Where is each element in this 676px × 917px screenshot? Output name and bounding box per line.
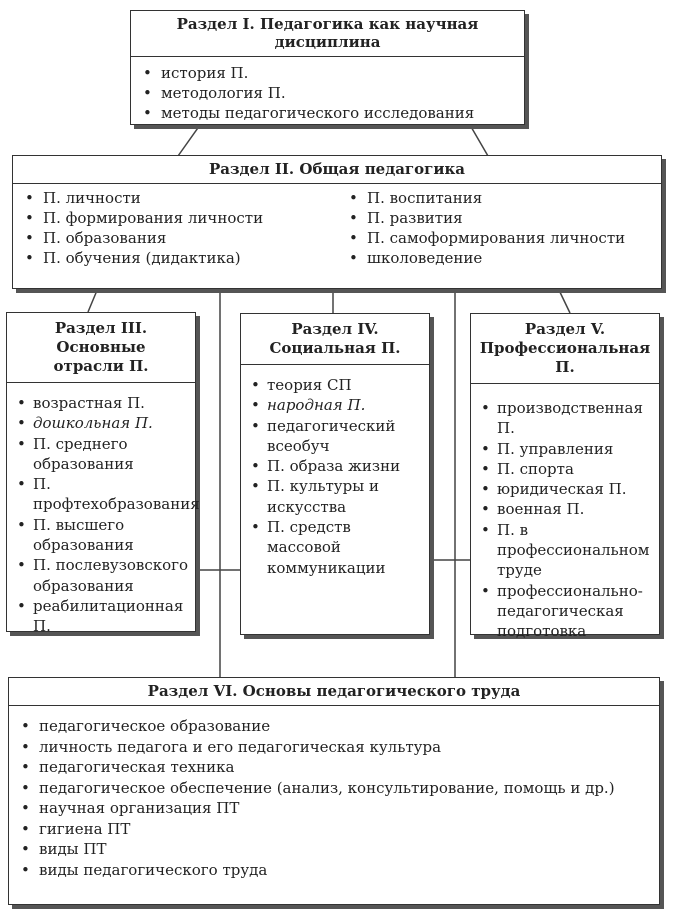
list-item: • П. культуры и искусства [241,476,429,517]
list-item: • П. образа жизни [241,456,429,476]
section1-list [131,57,524,123]
section3-title-line1: Раздел III. Основные [54,319,148,356]
section6-title: Раздел VI. Основы педагогического труда [9,678,659,706]
connector-s1-s2-right [470,125,488,156]
list-item: • П. образования [13,228,337,248]
section1-box [130,10,525,125]
section5-box [470,313,660,641]
list-item: • юридическая П. [471,479,659,499]
section6-list [9,706,659,880]
list-item: • П. формирования личности [13,208,337,228]
section6-box [8,677,660,905]
section2-title: Раздел II. Общая педагогика [13,156,661,184]
list-item: • П. среднего образования [7,434,195,475]
section5-list [471,384,659,642]
section4-box [240,313,430,635]
list-item: • методы педагогического исследования [131,103,524,123]
section3-title-line2: отрасли П. [53,357,149,375]
connector-s1-s2-left [178,125,200,156]
list-item: • педагогическая техника [9,757,659,778]
list-item: • П. профтехобразования [7,474,195,515]
section2-right-list [337,188,661,268]
section2-columns [13,184,661,268]
list-item: • история П. [131,63,524,83]
list-item [241,395,429,415]
section4-title-line1: Раздел IV. [291,320,379,338]
list-item: • педагогический всеобуч [241,416,429,457]
section3-list [7,383,200,637]
list-item: • профессионально-педагогическая подготовка [471,581,659,642]
list-item: • П. развития [337,208,661,228]
list-item [7,413,195,433]
list-item: • возрастная П. [7,393,195,413]
list-item: • П. личности [13,188,337,208]
section4-title-line2: Социальная П. [269,339,401,357]
list-item: • военная П. [471,499,659,519]
section3-box [6,312,200,636]
list-item: • гигиена ПТ [9,819,659,840]
list-item: • производственная П. [471,398,659,439]
connector-s2-s5 [558,288,570,313]
list-item: • педагогическое обеспечение (анализ, консультирование, помощь и др.) [9,778,659,799]
list-item-text: народная П. [267,396,366,415]
list-item: • П. высшего образования [7,515,195,556]
list-item: • П. обучения (дидактика) [13,248,337,268]
list-item-text: дошкольная П. [33,414,153,433]
section5-title [471,314,659,384]
list-item: • виды ПТ [9,839,659,860]
list-item: • виды педагогического труда [9,860,659,881]
list-item: • П. средств массовой коммуникации [241,517,429,578]
list-item: • П. самоформирования личности [337,228,661,248]
connector-s2-s3 [88,288,98,312]
list-item: • школоведение [337,248,661,268]
list-item: • реабилитационная П. [7,596,195,637]
list-item: • П. спорта [471,459,659,479]
section2-left-list [13,188,337,268]
section4-title [241,314,429,365]
list-item: • П. в профессиональном труде [471,520,659,581]
section5-title-line2: Профессиональная П. [479,339,651,376]
section1-title: Раздел I. Педагогика как научная дисциплина [131,11,524,57]
list-item: • методология П. [131,83,524,103]
list-item: • П. послевузовского образования [7,555,195,596]
section2-box [12,155,662,289]
list-item: • педагогическое образование [9,716,659,737]
list-item: • личность педагога и его педагогическая культура [9,737,659,758]
list-item: • теория СП [241,375,429,395]
section4-list [241,365,429,578]
list-item: • П. управления [471,439,659,459]
list-item: • научная организация ПТ [9,798,659,819]
list-item: • П. воспитания [337,188,661,208]
section5-title-line1: Раздел V. [524,320,606,338]
section3-title [7,313,195,383]
